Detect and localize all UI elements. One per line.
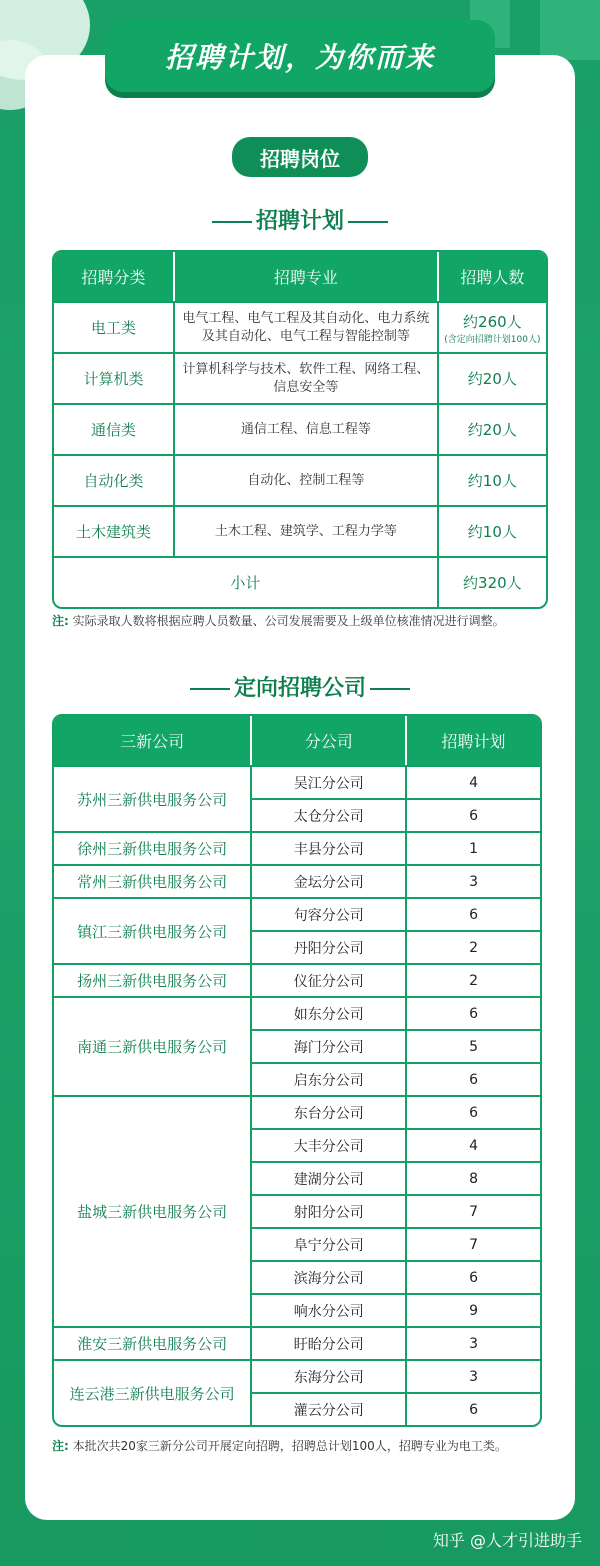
major-cell: 土木工程、建筑学、工程力学等 bbox=[175, 505, 439, 556]
plan-cell: 6 bbox=[407, 996, 540, 1029]
category-cell: 土木建筑类 bbox=[54, 505, 175, 556]
table-row bbox=[54, 996, 540, 1029]
section-pill: 招聘岗位 bbox=[232, 137, 368, 177]
count-value: 约10人 bbox=[467, 472, 517, 490]
table-row bbox=[54, 454, 546, 505]
branch-cell: 句容分公司 bbox=[252, 897, 407, 930]
category-cell: 计算机类 bbox=[54, 352, 175, 403]
table-row bbox=[54, 505, 546, 556]
header-branch: 分公司 bbox=[252, 716, 407, 765]
major-cell: 计算机科学与技术、软件工程、网络工程、信息安全等 bbox=[175, 352, 439, 403]
company-cell: 淮安三新供电服务公司 bbox=[54, 1326, 252, 1359]
banner-title: 招聘计划，为你而来 bbox=[164, 41, 435, 74]
plan-cell: 1 bbox=[407, 831, 540, 864]
plan-cell: 9 bbox=[407, 1293, 540, 1326]
table-row bbox=[54, 301, 546, 352]
directed-companies-table bbox=[52, 714, 542, 1427]
plan-cell: 6 bbox=[407, 1095, 540, 1128]
count-value: 约20人 bbox=[467, 421, 517, 439]
header-plan: 招聘计划 bbox=[407, 716, 540, 765]
branch-cell: 大丰分公司 bbox=[252, 1128, 407, 1161]
plan-cell: 2 bbox=[407, 930, 540, 963]
header-major: 招聘专业 bbox=[175, 252, 439, 301]
branch-cell: 如东分公司 bbox=[252, 996, 407, 1029]
branch-cell: 吴江分公司 bbox=[252, 765, 407, 798]
header-category: 招聘分类 bbox=[54, 252, 175, 301]
company-cell: 盐城三新供电服务公司 bbox=[54, 1095, 252, 1326]
company-cell: 扬州三新供电服务公司 bbox=[54, 963, 252, 996]
table-row bbox=[54, 352, 546, 403]
plan-cell: 7 bbox=[407, 1194, 540, 1227]
plan-cell: 8 bbox=[407, 1161, 540, 1194]
company-cell: 连云港三新供电服务公司 bbox=[54, 1359, 252, 1425]
note-label: 注: bbox=[52, 1439, 69, 1453]
note-text: 本批次共20家三新分公司开展定向招聘，招聘总计划100人，招聘专业为电工类。 bbox=[72, 1439, 507, 1453]
plan-cell: 2 bbox=[407, 963, 540, 996]
branch-cell: 海门分公司 bbox=[252, 1029, 407, 1062]
count-cell bbox=[439, 403, 546, 454]
branch-cell: 太仓分公司 bbox=[252, 798, 407, 831]
branch-cell: 响水分公司 bbox=[252, 1293, 407, 1326]
plan-cell: 6 bbox=[407, 1062, 540, 1095]
plan-cell: 4 bbox=[407, 1128, 540, 1161]
branch-cell: 丰县分公司 bbox=[252, 831, 407, 864]
header-count: 招聘人数 bbox=[439, 252, 546, 301]
branch-cell: 仪征分公司 bbox=[252, 963, 407, 996]
branch-cell: 东海分公司 bbox=[252, 1359, 407, 1392]
note-label: 注: bbox=[52, 614, 69, 628]
table-row bbox=[54, 1359, 540, 1392]
plan-cell: 6 bbox=[407, 897, 540, 930]
table-row bbox=[54, 1095, 540, 1128]
branch-cell: 射阳分公司 bbox=[252, 1194, 407, 1227]
branch-cell: 东台分公司 bbox=[252, 1095, 407, 1128]
table-row bbox=[54, 963, 540, 996]
company-cell: 徐州三新供电服务公司 bbox=[54, 831, 252, 864]
branch-cell: 金坛分公司 bbox=[252, 864, 407, 897]
recruitment-plan-table bbox=[52, 250, 548, 609]
major-cell: 电气工程、电气工程及其自动化、电力系统及其自动化、电气工程与智能控制等 bbox=[175, 301, 439, 352]
plan-cell: 3 bbox=[407, 1359, 540, 1392]
count-value: 约20人 bbox=[467, 370, 517, 388]
plan-cell: 4 bbox=[407, 765, 540, 798]
note-text: 实际录取人数将根据应聘人员数量、公司发展需要及上级单位核准情况进行调整。 bbox=[72, 614, 505, 628]
plan-cell: 3 bbox=[407, 864, 540, 897]
title-banner bbox=[105, 20, 495, 92]
major-cell: 通信工程、信息工程等 bbox=[175, 403, 439, 454]
branch-cell: 阜宁分公司 bbox=[252, 1227, 407, 1260]
company-cell: 苏州三新供电服务公司 bbox=[54, 765, 252, 831]
plan-cell: 6 bbox=[407, 798, 540, 831]
count-value: 约260人 bbox=[463, 312, 522, 331]
table-row bbox=[54, 897, 540, 930]
plan-section-title bbox=[0, 204, 600, 235]
table-row bbox=[54, 403, 546, 454]
company-cell: 常州三新供电服务公司 bbox=[54, 864, 252, 897]
table-header-row bbox=[54, 252, 546, 301]
table-row bbox=[54, 1326, 540, 1359]
subtotal-value: 约320人 bbox=[439, 556, 546, 607]
count-cell bbox=[439, 454, 546, 505]
plan-cell: 7 bbox=[407, 1227, 540, 1260]
table-row bbox=[54, 765, 540, 798]
header-company: 三新公司 bbox=[54, 716, 252, 765]
plan-cell: 5 bbox=[407, 1029, 540, 1062]
plan-cell: 3 bbox=[407, 1326, 540, 1359]
branch-cell: 滨海分公司 bbox=[252, 1260, 407, 1293]
count-cell bbox=[439, 352, 546, 403]
subtotal-label: 小计 bbox=[54, 556, 439, 607]
plan-note bbox=[52, 612, 505, 629]
directed-title-text: 定向招聘公司 bbox=[233, 676, 366, 701]
plan-title-text: 招聘计划 bbox=[255, 209, 344, 234]
major-cell: 自动化、控制工程等 bbox=[175, 454, 439, 505]
category-cell: 自动化类 bbox=[54, 454, 175, 505]
directed-section-title bbox=[0, 671, 600, 702]
branch-cell: 建湖分公司 bbox=[252, 1161, 407, 1194]
subtotal-row bbox=[54, 556, 546, 607]
count-cell bbox=[439, 505, 546, 556]
watermark: 知乎 @人才引进助手 bbox=[432, 1531, 582, 1550]
branch-cell: 灌云分公司 bbox=[252, 1392, 407, 1425]
branch-cell: 丹阳分公司 bbox=[252, 930, 407, 963]
table-header-row bbox=[54, 716, 540, 765]
building-decoration bbox=[540, 0, 600, 60]
count-note: (含定向招聘计划100人) bbox=[444, 334, 541, 345]
category-cell: 通信类 bbox=[54, 403, 175, 454]
branch-cell: 启东分公司 bbox=[252, 1062, 407, 1095]
directed-note bbox=[52, 1437, 507, 1454]
company-cell: 南通三新供电服务公司 bbox=[54, 996, 252, 1095]
plan-cell: 6 bbox=[407, 1392, 540, 1425]
category-cell: 电工类 bbox=[54, 301, 175, 352]
company-cell: 镇江三新供电服务公司 bbox=[54, 897, 252, 963]
table-row bbox=[54, 864, 540, 897]
count-cell bbox=[439, 301, 546, 352]
count-value: 约10人 bbox=[467, 523, 517, 541]
table-row bbox=[54, 831, 540, 864]
branch-cell: 盱眙分公司 bbox=[252, 1326, 407, 1359]
plan-cell: 6 bbox=[407, 1260, 540, 1293]
